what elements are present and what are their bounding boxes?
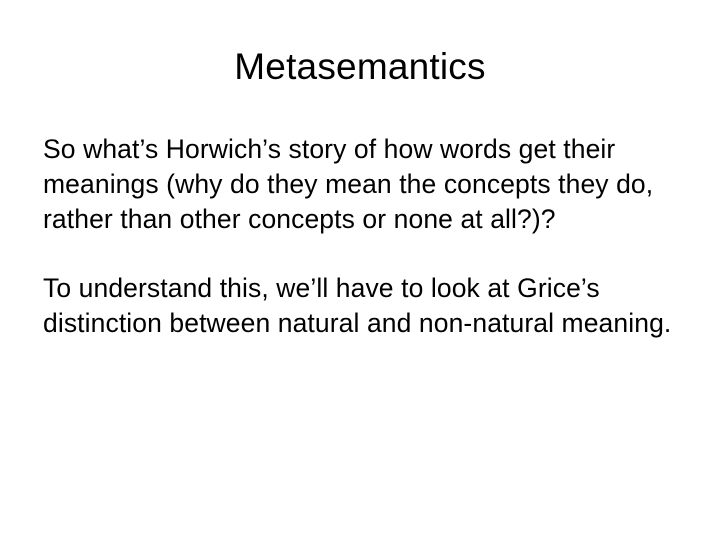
slide-body — [43, 132, 693, 341]
slide-title: Metasemantics — [234, 46, 486, 87]
paragraph-grice: To understand this, we’ll have to look at Grice’s distinction between natural and non-natural meaning. — [43, 273, 672, 338]
paragraph-question: So what’s Horwich’s story of how words get their meanings (why do they mean the concepts they do, rather than other concepts or none at all?)? — [43, 134, 654, 234]
